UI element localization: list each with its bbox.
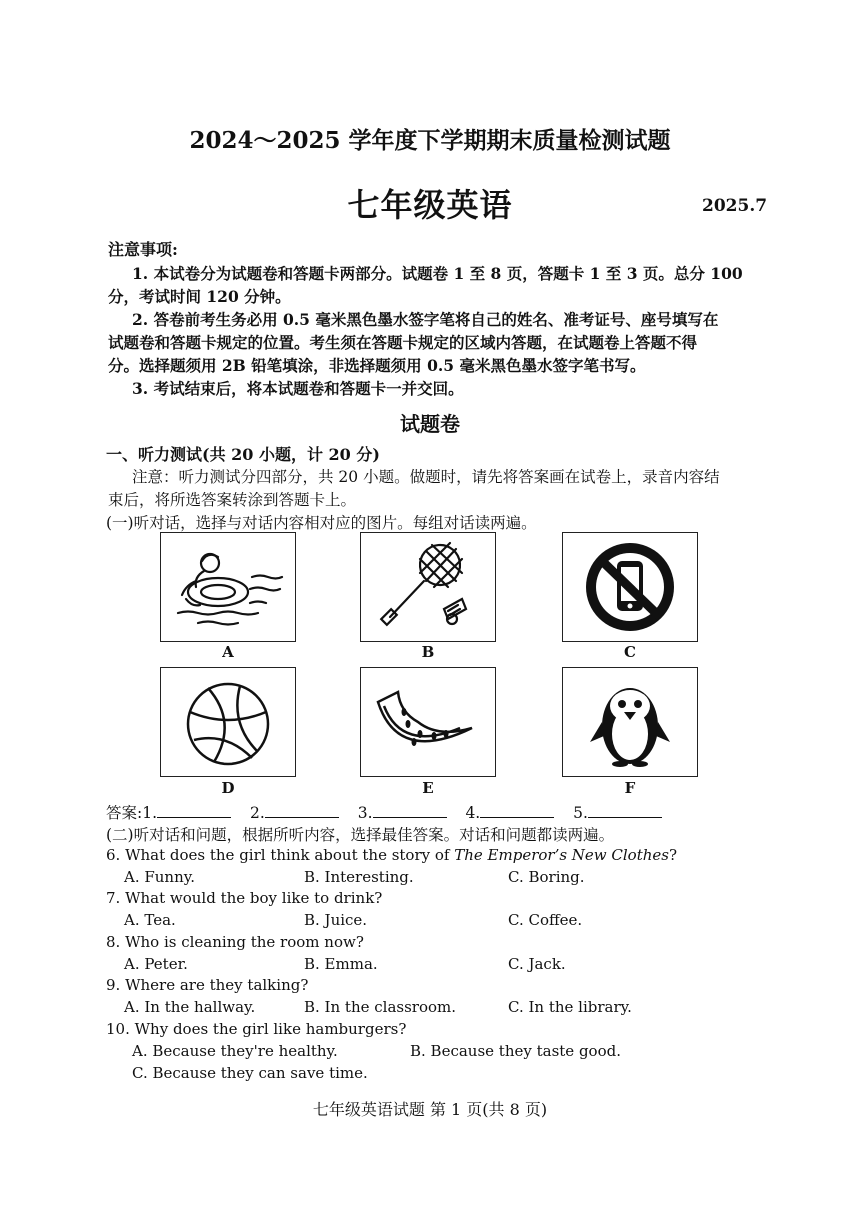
question-6-option-b: B. Interesting.	[304, 868, 414, 886]
notice-item-3: 3. 考试结束后，将本试题卷和答题卡一并交回。	[132, 379, 464, 398]
question-6-text: 6. What does the girl think about the story of	[106, 846, 455, 864]
notice-item-1-line-1: 1. 本试卷分为试题卷和答题卡两部分。试题卷 1 至 8 页，答题卡 1 至 3 页。总分 100	[132, 264, 743, 283]
question-10-option-b: B. Because they taste good.	[410, 1042, 621, 1060]
picture-c-label: C	[624, 643, 636, 661]
answer-label: 答案:	[106, 804, 143, 822]
sub-section-2-heading: (二)听对话和问题，根据所听内容，选择最佳答案。对话和问题都读两遍。	[106, 826, 615, 844]
question-7-option-c: C. Coffee.	[508, 911, 583, 929]
subject-title: 七年级英语	[347, 186, 513, 224]
picture-d	[160, 667, 296, 777]
answer-4-blank[interactable]	[480, 803, 554, 818]
answer-2-num: 2.	[249, 804, 265, 822]
page-footer: 七年级英语试题 第 1 页(共 8 页)	[312, 1100, 548, 1119]
question-9-option-b: B. In the classroom.	[304, 998, 457, 1016]
sub-section-1-heading: (一)听对话，选择与对话内容相对应的图片。每组对话读两遍。	[106, 514, 537, 532]
swimming-icon	[168, 537, 288, 637]
question-10-option-c: C. Because they can save time.	[132, 1064, 368, 1082]
answer-2-blank[interactable]	[265, 803, 339, 818]
question-9: 9. Where are they talking?	[106, 976, 309, 994]
question-6	[106, 846, 677, 864]
answer-4-num: 4.	[465, 804, 481, 822]
notice-item-2-line-3: 分。选择题须用 2B 铅笔填涂，非选择题须用 0.5 毫米黑色墨水签字笔书写。	[108, 356, 646, 375]
listening-note-line-1: 注意：听力测试分四部分，共 20 小题。做题时，请先将答案画在试卷上，录音内容结	[132, 468, 720, 486]
notice-item-2-line-1: 2. 答卷前考生务必用 0.5 毫米黑色墨水签字笔将自己的姓名、准考证号、座号填写在	[132, 310, 719, 329]
answer-row	[106, 802, 662, 825]
question-7-option-b: B. Juice.	[304, 911, 368, 929]
penguin-icon	[570, 672, 690, 772]
answer-3-num: 3.	[357, 804, 373, 822]
exam-title: 2024～2025 学年度下学期期末质量检测试题	[189, 127, 671, 154]
picture-b	[360, 532, 496, 642]
picture-f	[562, 667, 698, 777]
question-7: 7. What would the boy like to drink?	[106, 889, 383, 907]
question-8-option-c: C. Jack.	[508, 955, 566, 973]
question-7-option-a: A. Tea.	[124, 911, 176, 929]
question-10-option-a: A. Because they're healthy.	[132, 1042, 338, 1060]
notice-item-2-line-2: 试题卷和答题卡规定的位置。考生须在答题卡规定的区域内答题，在试题卷上答题不得	[108, 333, 698, 352]
question-10: 10. Why does the girl like hamburgers?	[106, 1020, 407, 1038]
picture-d-label: D	[221, 779, 235, 797]
listening-heading: 一、听力测试(共 20 小题，计 20 分)	[106, 445, 380, 464]
answer-1-blank[interactable]	[157, 803, 231, 818]
picture-c	[562, 532, 698, 642]
question-6-mark: ?	[668, 846, 678, 864]
notice-item-1-line-2: 分，考试时间 120 分钟。	[108, 287, 291, 306]
answer-5-num: 5.	[573, 804, 588, 822]
picture-b-label: B	[421, 643, 435, 661]
answer-1-num: 1.	[142, 804, 158, 822]
question-8-option-a: A. Peter.	[124, 955, 188, 973]
picture-f-label: F	[624, 779, 636, 797]
question-8: 8. Who is cleaning the room now?	[106, 933, 364, 951]
question-9-option-a: A. In the hallway.	[124, 998, 256, 1016]
picture-a	[160, 532, 296, 642]
section-title: 试题卷	[400, 412, 460, 436]
question-9-option-c: C. In the library.	[508, 998, 632, 1016]
question-6-option-c: C. Boring.	[508, 868, 585, 886]
watermelon-icon	[368, 672, 488, 772]
listening-note-line-2: 束后，将所选答案转涂到答题卡上。	[108, 491, 357, 509]
answer-3-blank[interactable]	[373, 803, 447, 818]
question-8-option-b: B. Emma.	[304, 955, 378, 973]
picture-e-label: E	[422, 779, 434, 797]
answer-5-blank[interactable]	[588, 803, 662, 818]
badminton-icon	[368, 537, 488, 637]
question-6-option-a: A. Funny.	[124, 868, 196, 886]
picture-e	[360, 667, 496, 777]
picture-a-label: A	[222, 643, 234, 661]
exam-date: 2025.7	[702, 196, 768, 216]
no-phone-icon	[570, 537, 690, 637]
question-6-book-title: The Emperor’s New Clothes	[454, 846, 669, 864]
basketball-icon	[168, 672, 288, 772]
notice-heading: 注意事项:	[108, 240, 178, 259]
